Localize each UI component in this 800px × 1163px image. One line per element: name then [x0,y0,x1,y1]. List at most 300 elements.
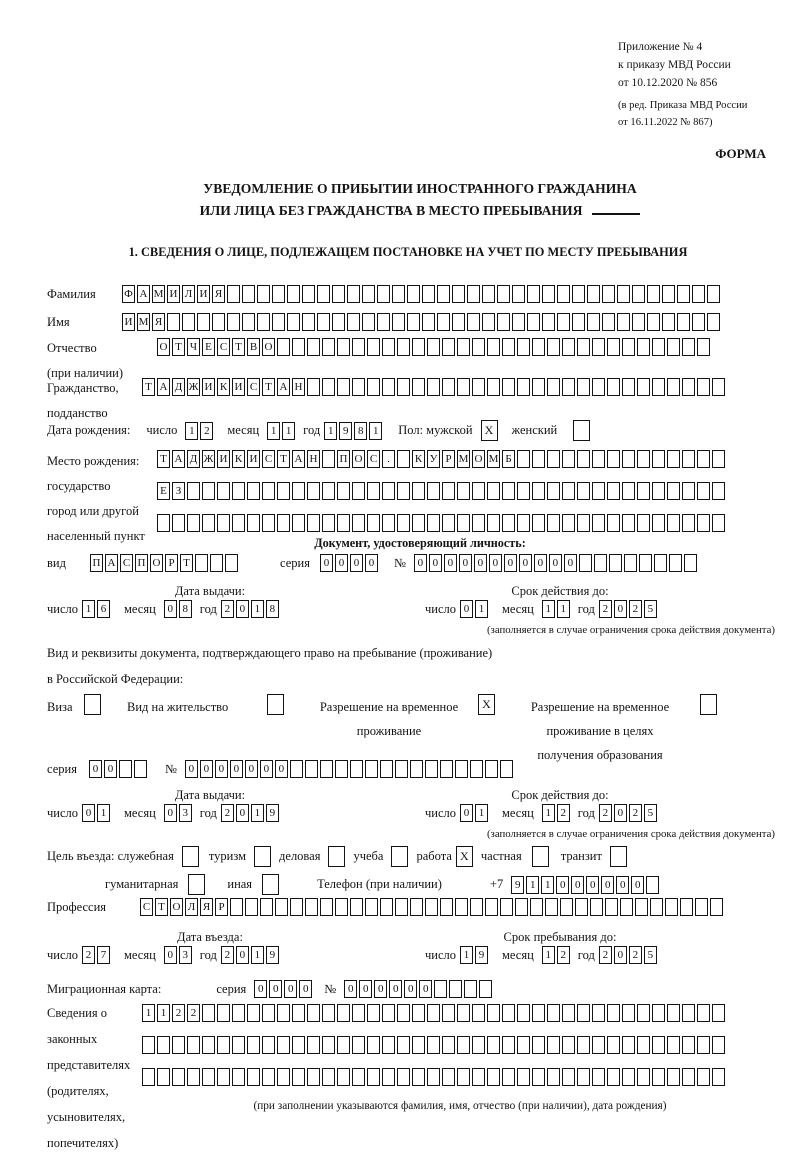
char-cell[interactable]: 2 [557,804,570,822]
char-cell[interactable]: Я [200,898,213,916]
char-cell[interactable] [397,514,410,532]
char-cell[interactable]: Р [215,898,228,916]
char-cell[interactable]: И [202,378,215,396]
char-cell[interactable] [590,898,603,916]
char-cell[interactable] [577,1068,590,1086]
char-cell[interactable] [620,898,633,916]
char-cell[interactable] [712,514,725,532]
char-cell[interactable] [682,1068,695,1086]
char-cell[interactable] [500,760,513,778]
char-cell[interactable]: Н [307,450,320,468]
residence-number-boxes[interactable] [185,760,515,778]
char-cell[interactable] [662,313,675,331]
char-cell[interactable] [262,1068,275,1086]
char-cell[interactable] [502,482,515,500]
char-cell[interactable] [442,1068,455,1086]
char-cell[interactable] [230,898,243,916]
char-cell[interactable]: 0 [269,980,282,998]
char-cell[interactable]: О [472,450,485,468]
char-cell[interactable]: О [170,898,183,916]
entry-year-boxes[interactable] [221,946,281,964]
char-cell[interactable]: 0 [429,554,442,572]
char-cell[interactable] [485,760,498,778]
char-cell[interactable] [217,482,230,500]
char-cell[interactable] [632,313,645,331]
char-cell[interactable]: И [167,285,180,303]
char-cell[interactable] [542,285,555,303]
char-cell[interactable]: 1 [542,946,555,964]
char-cell[interactable]: 9 [511,876,524,894]
char-cell[interactable] [452,313,465,331]
char-cell[interactable]: И [232,378,245,396]
char-cell[interactable] [232,514,245,532]
char-cell[interactable] [262,514,275,532]
char-cell[interactable]: 0 [104,760,117,778]
char-cell[interactable]: 1 [542,804,555,822]
char-cell[interactable] [337,1004,350,1022]
char-cell[interactable] [682,1004,695,1022]
char-cell[interactable] [187,482,200,500]
char-cell[interactable]: З [172,482,185,500]
char-cell[interactable] [577,1036,590,1054]
char-cell[interactable] [397,482,410,500]
char-cell[interactable] [347,313,360,331]
char-cell[interactable] [697,482,710,500]
char-cell[interactable] [292,1068,305,1086]
char-cell[interactable]: 0 [460,600,473,618]
char-cell[interactable]: А [277,378,290,396]
char-cell[interactable] [637,1036,650,1054]
char-cell[interactable]: И [197,285,210,303]
char-cell[interactable] [377,313,390,331]
char-cell[interactable] [182,313,195,331]
char-cell[interactable]: 2 [629,946,642,964]
char-cell[interactable] [692,285,705,303]
char-cell[interactable] [577,482,590,500]
char-cell[interactable] [202,1068,215,1086]
char-cell[interactable]: 0 [564,554,577,572]
representatives-boxes-row3[interactable] [142,1068,727,1086]
char-cell[interactable] [667,1036,680,1054]
char-cell[interactable]: 0 [200,760,213,778]
char-cell[interactable] [592,514,605,532]
char-cell[interactable] [512,285,525,303]
char-cell[interactable]: Р [442,450,455,468]
char-cell[interactable] [410,760,423,778]
char-cell[interactable]: Т [180,554,193,572]
char-cell[interactable] [157,514,170,532]
char-cell[interactable] [217,1036,230,1054]
sex-female-checkbox[interactable] [573,420,590,441]
char-cell[interactable] [307,378,320,396]
char-cell[interactable] [202,1004,215,1022]
char-cell[interactable] [472,514,485,532]
char-cell[interactable] [607,378,620,396]
char-cell[interactable] [455,760,468,778]
char-cell[interactable] [427,1004,440,1022]
char-cell[interactable] [712,1036,725,1054]
char-cell[interactable]: Ф [122,285,135,303]
char-cell[interactable] [650,898,663,916]
char-cell[interactable] [609,554,622,572]
char-cell[interactable] [305,760,318,778]
char-cell[interactable] [622,514,635,532]
char-cell[interactable] [669,554,682,572]
residence-valid-day-boxes[interactable] [460,804,490,822]
profession-boxes[interactable] [140,898,725,916]
char-cell[interactable]: К [412,450,425,468]
purpose-transit-checkbox[interactable] [610,846,627,867]
char-cell[interactable] [682,450,695,468]
char-cell[interactable] [397,378,410,396]
purpose-other-checkbox[interactable] [262,874,279,895]
char-cell[interactable]: Е [202,338,215,356]
char-cell[interactable] [617,285,630,303]
char-cell[interactable] [217,514,230,532]
char-cell[interactable] [532,378,545,396]
char-cell[interactable] [472,1004,485,1022]
doc-issue-day-boxes[interactable] [82,600,112,618]
char-cell[interactable] [442,482,455,500]
char-cell[interactable]: Т [172,338,185,356]
char-cell[interactable]: 0 [556,876,569,894]
char-cell[interactable] [572,285,585,303]
char-cell[interactable] [487,482,500,500]
char-cell[interactable] [437,313,450,331]
char-cell[interactable]: 0 [444,554,457,572]
char-cell[interactable]: 0 [284,980,297,998]
char-cell[interactable]: А [292,450,305,468]
char-cell[interactable] [697,450,710,468]
char-cell[interactable] [427,1068,440,1086]
char-cell[interactable]: 0 [236,946,249,964]
char-cell[interactable]: 0 [419,980,432,998]
char-cell[interactable] [467,285,480,303]
char-cell[interactable] [470,898,483,916]
residence-series-boxes[interactable] [89,760,149,778]
char-cell[interactable] [442,1036,455,1054]
char-cell[interactable]: О [352,450,365,468]
char-cell[interactable] [547,482,560,500]
char-cell[interactable]: 0 [614,600,627,618]
char-cell[interactable] [335,898,348,916]
char-cell[interactable]: У [427,450,440,468]
char-cell[interactable]: 0 [89,760,102,778]
char-cell[interactable] [425,898,438,916]
char-cell[interactable] [562,1068,575,1086]
char-cell[interactable] [412,1036,425,1054]
name-boxes[interactable] [122,313,722,331]
char-cell[interactable] [542,313,555,331]
char-cell[interactable] [652,450,665,468]
char-cell[interactable]: П [135,554,148,572]
char-cell[interactable] [142,1068,155,1086]
char-cell[interactable] [487,1068,500,1086]
char-cell[interactable]: 8 [179,600,192,618]
char-cell[interactable] [322,514,335,532]
char-cell[interactable] [202,482,215,500]
char-cell[interactable] [397,338,410,356]
char-cell[interactable] [395,760,408,778]
doc-number-boxes[interactable] [414,554,699,572]
char-cell[interactable] [322,482,335,500]
char-cell[interactable] [682,514,695,532]
char-cell[interactable] [707,285,720,303]
char-cell[interactable] [682,338,695,356]
char-cell[interactable] [667,514,680,532]
char-cell[interactable] [395,898,408,916]
char-cell[interactable] [427,482,440,500]
char-cell[interactable]: 1 [267,422,280,440]
char-cell[interactable] [195,554,208,572]
char-cell[interactable]: И [247,450,260,468]
char-cell[interactable] [337,482,350,500]
char-cell[interactable] [407,313,420,331]
char-cell[interactable]: 1 [251,804,264,822]
char-cell[interactable] [227,313,240,331]
char-cell[interactable] [682,482,695,500]
char-cell[interactable] [622,1036,635,1054]
char-cell[interactable] [187,1036,200,1054]
char-cell[interactable] [197,313,210,331]
char-cell[interactable]: Я [152,313,165,331]
char-cell[interactable] [322,1004,335,1022]
char-cell[interactable]: 9 [475,946,488,964]
char-cell[interactable] [365,760,378,778]
char-cell[interactable]: С [140,898,153,916]
char-cell[interactable] [332,313,345,331]
char-cell[interactable] [515,898,528,916]
char-cell[interactable]: 0 [365,554,378,572]
char-cell[interactable] [682,378,695,396]
char-cell[interactable] [307,1068,320,1086]
char-cell[interactable] [637,1004,650,1022]
char-cell[interactable] [292,338,305,356]
char-cell[interactable] [307,1004,320,1022]
char-cell[interactable] [707,313,720,331]
char-cell[interactable] [485,898,498,916]
char-cell[interactable]: 0 [614,804,627,822]
char-cell[interactable]: 0 [230,760,243,778]
char-cell[interactable] [367,1036,380,1054]
doc-issue-year-boxes[interactable] [221,600,281,618]
char-cell[interactable] [442,514,455,532]
char-cell[interactable] [322,450,335,468]
char-cell[interactable]: 0 [489,554,502,572]
char-cell[interactable] [452,285,465,303]
char-cell[interactable]: 2 [557,946,570,964]
char-cell[interactable] [682,1036,695,1054]
char-cell[interactable] [302,313,315,331]
char-cell[interactable] [635,898,648,916]
char-cell[interactable]: Т [142,378,155,396]
char-cell[interactable] [232,482,245,500]
char-cell[interactable] [602,313,615,331]
char-cell[interactable] [172,1036,185,1054]
char-cell[interactable] [262,1004,275,1022]
char-cell[interactable] [277,1036,290,1054]
char-cell[interactable] [667,1068,680,1086]
char-cell[interactable] [497,313,510,331]
char-cell[interactable] [425,760,438,778]
char-cell[interactable] [367,1068,380,1086]
char-cell[interactable] [332,285,345,303]
char-cell[interactable]: 1 [251,946,264,964]
char-cell[interactable] [275,898,288,916]
char-cell[interactable] [307,1036,320,1054]
char-cell[interactable] [652,1004,665,1022]
birth-day-boxes[interactable] [185,422,215,440]
char-cell[interactable] [352,514,365,532]
char-cell[interactable] [517,1004,530,1022]
char-cell[interactable] [227,285,240,303]
char-cell[interactable] [202,514,215,532]
char-cell[interactable]: 1 [369,422,382,440]
char-cell[interactable] [367,378,380,396]
char-cell[interactable]: П [90,554,103,572]
char-cell[interactable]: 0 [320,554,333,572]
char-cell[interactable] [487,1004,500,1022]
char-cell[interactable] [594,554,607,572]
char-cell[interactable] [260,898,273,916]
char-cell[interactable]: 0 [631,876,644,894]
char-cell[interactable] [665,898,678,916]
char-cell[interactable] [592,1068,605,1086]
char-cell[interactable] [412,338,425,356]
char-cell[interactable] [562,482,575,500]
char-cell[interactable] [337,338,350,356]
char-cell[interactable] [667,378,680,396]
char-cell[interactable]: 8 [266,600,279,618]
char-cell[interactable] [532,482,545,500]
char-cell[interactable] [622,1004,635,1022]
char-cell[interactable] [257,285,270,303]
char-cell[interactable] [440,898,453,916]
char-cell[interactable] [647,313,660,331]
char-cell[interactable]: Л [182,285,195,303]
char-cell[interactable] [134,760,147,778]
char-cell[interactable]: 0 [614,946,627,964]
char-cell[interactable] [367,514,380,532]
char-cell[interactable] [350,898,363,916]
char-cell[interactable] [512,313,525,331]
temp-residence-edu-checkbox[interactable] [700,694,717,715]
char-cell[interactable] [247,1036,260,1054]
char-cell[interactable] [292,482,305,500]
char-cell[interactable]: 0 [236,804,249,822]
char-cell[interactable] [624,554,637,572]
char-cell[interactable] [352,1036,365,1054]
char-cell[interactable]: 2 [200,422,213,440]
char-cell[interactable] [592,1036,605,1054]
entry-month-boxes[interactable] [164,946,194,964]
char-cell[interactable]: 0 [616,876,629,894]
char-cell[interactable]: К [232,450,245,468]
char-cell[interactable] [157,1036,170,1054]
char-cell[interactable]: 1 [542,600,555,618]
char-cell[interactable]: 2 [187,1004,200,1022]
char-cell[interactable]: П [337,450,350,468]
char-cell[interactable] [412,1068,425,1086]
char-cell[interactable] [292,1004,305,1022]
char-cell[interactable] [532,514,545,532]
char-cell[interactable] [380,898,393,916]
purpose-work-checkbox[interactable]: X [456,846,473,867]
char-cell[interactable] [530,898,543,916]
char-cell[interactable] [225,554,238,572]
char-cell[interactable] [382,482,395,500]
char-cell[interactable] [680,898,693,916]
stay-day-boxes[interactable] [460,946,490,964]
char-cell[interactable] [654,554,667,572]
char-cell[interactable]: 0 [335,554,348,572]
char-cell[interactable] [119,760,132,778]
patronymic-boxes[interactable] [157,338,712,356]
char-cell[interactable] [242,313,255,331]
purpose-tourism-checkbox[interactable] [254,846,271,867]
char-cell[interactable] [392,313,405,331]
char-cell[interactable] [472,482,485,500]
char-cell[interactable] [257,313,270,331]
char-cell[interactable] [347,285,360,303]
char-cell[interactable]: 3 [179,946,192,964]
purpose-humanitarian-checkbox[interactable] [188,874,205,895]
char-cell[interactable] [277,514,290,532]
char-cell[interactable] [587,313,600,331]
char-cell[interactable]: И [122,313,135,331]
char-cell[interactable] [667,338,680,356]
residence-valid-year-boxes[interactable] [599,804,659,822]
char-cell[interactable] [337,514,350,532]
char-cell[interactable] [422,285,435,303]
char-cell[interactable]: Н [292,378,305,396]
char-cell[interactable] [412,514,425,532]
char-cell[interactable] [457,514,470,532]
char-cell[interactable] [472,1068,485,1086]
char-cell[interactable] [652,514,665,532]
char-cell[interactable] [607,1036,620,1054]
purpose-business-checkbox[interactable] [182,846,199,867]
char-cell[interactable]: 0 [601,876,614,894]
char-cell[interactable]: С [262,450,275,468]
char-cell[interactable] [472,338,485,356]
char-cell[interactable] [464,980,477,998]
char-cell[interactable] [517,1036,530,1054]
char-cell[interactable]: Д [172,378,185,396]
char-cell[interactable] [367,482,380,500]
char-cell[interactable] [710,898,723,916]
char-cell[interactable]: А [172,450,185,468]
char-cell[interactable] [442,1004,455,1022]
char-cell[interactable] [527,313,540,331]
char-cell[interactable] [212,313,225,331]
char-cell[interactable] [302,285,315,303]
char-cell[interactable] [517,338,530,356]
char-cell[interactable] [502,338,515,356]
char-cell[interactable]: М [487,450,500,468]
doc-series-boxes[interactable] [320,554,380,572]
char-cell[interactable]: А [105,554,118,572]
char-cell[interactable]: 0 [260,760,273,778]
char-cell[interactable]: Т [157,450,170,468]
char-cell[interactable]: 0 [164,600,177,618]
char-cell[interactable]: 0 [254,980,267,998]
char-cell[interactable] [412,482,425,500]
char-cell[interactable] [487,514,500,532]
char-cell[interactable] [457,1036,470,1054]
doc-issue-month-boxes[interactable] [164,600,194,618]
char-cell[interactable]: 9 [266,804,279,822]
